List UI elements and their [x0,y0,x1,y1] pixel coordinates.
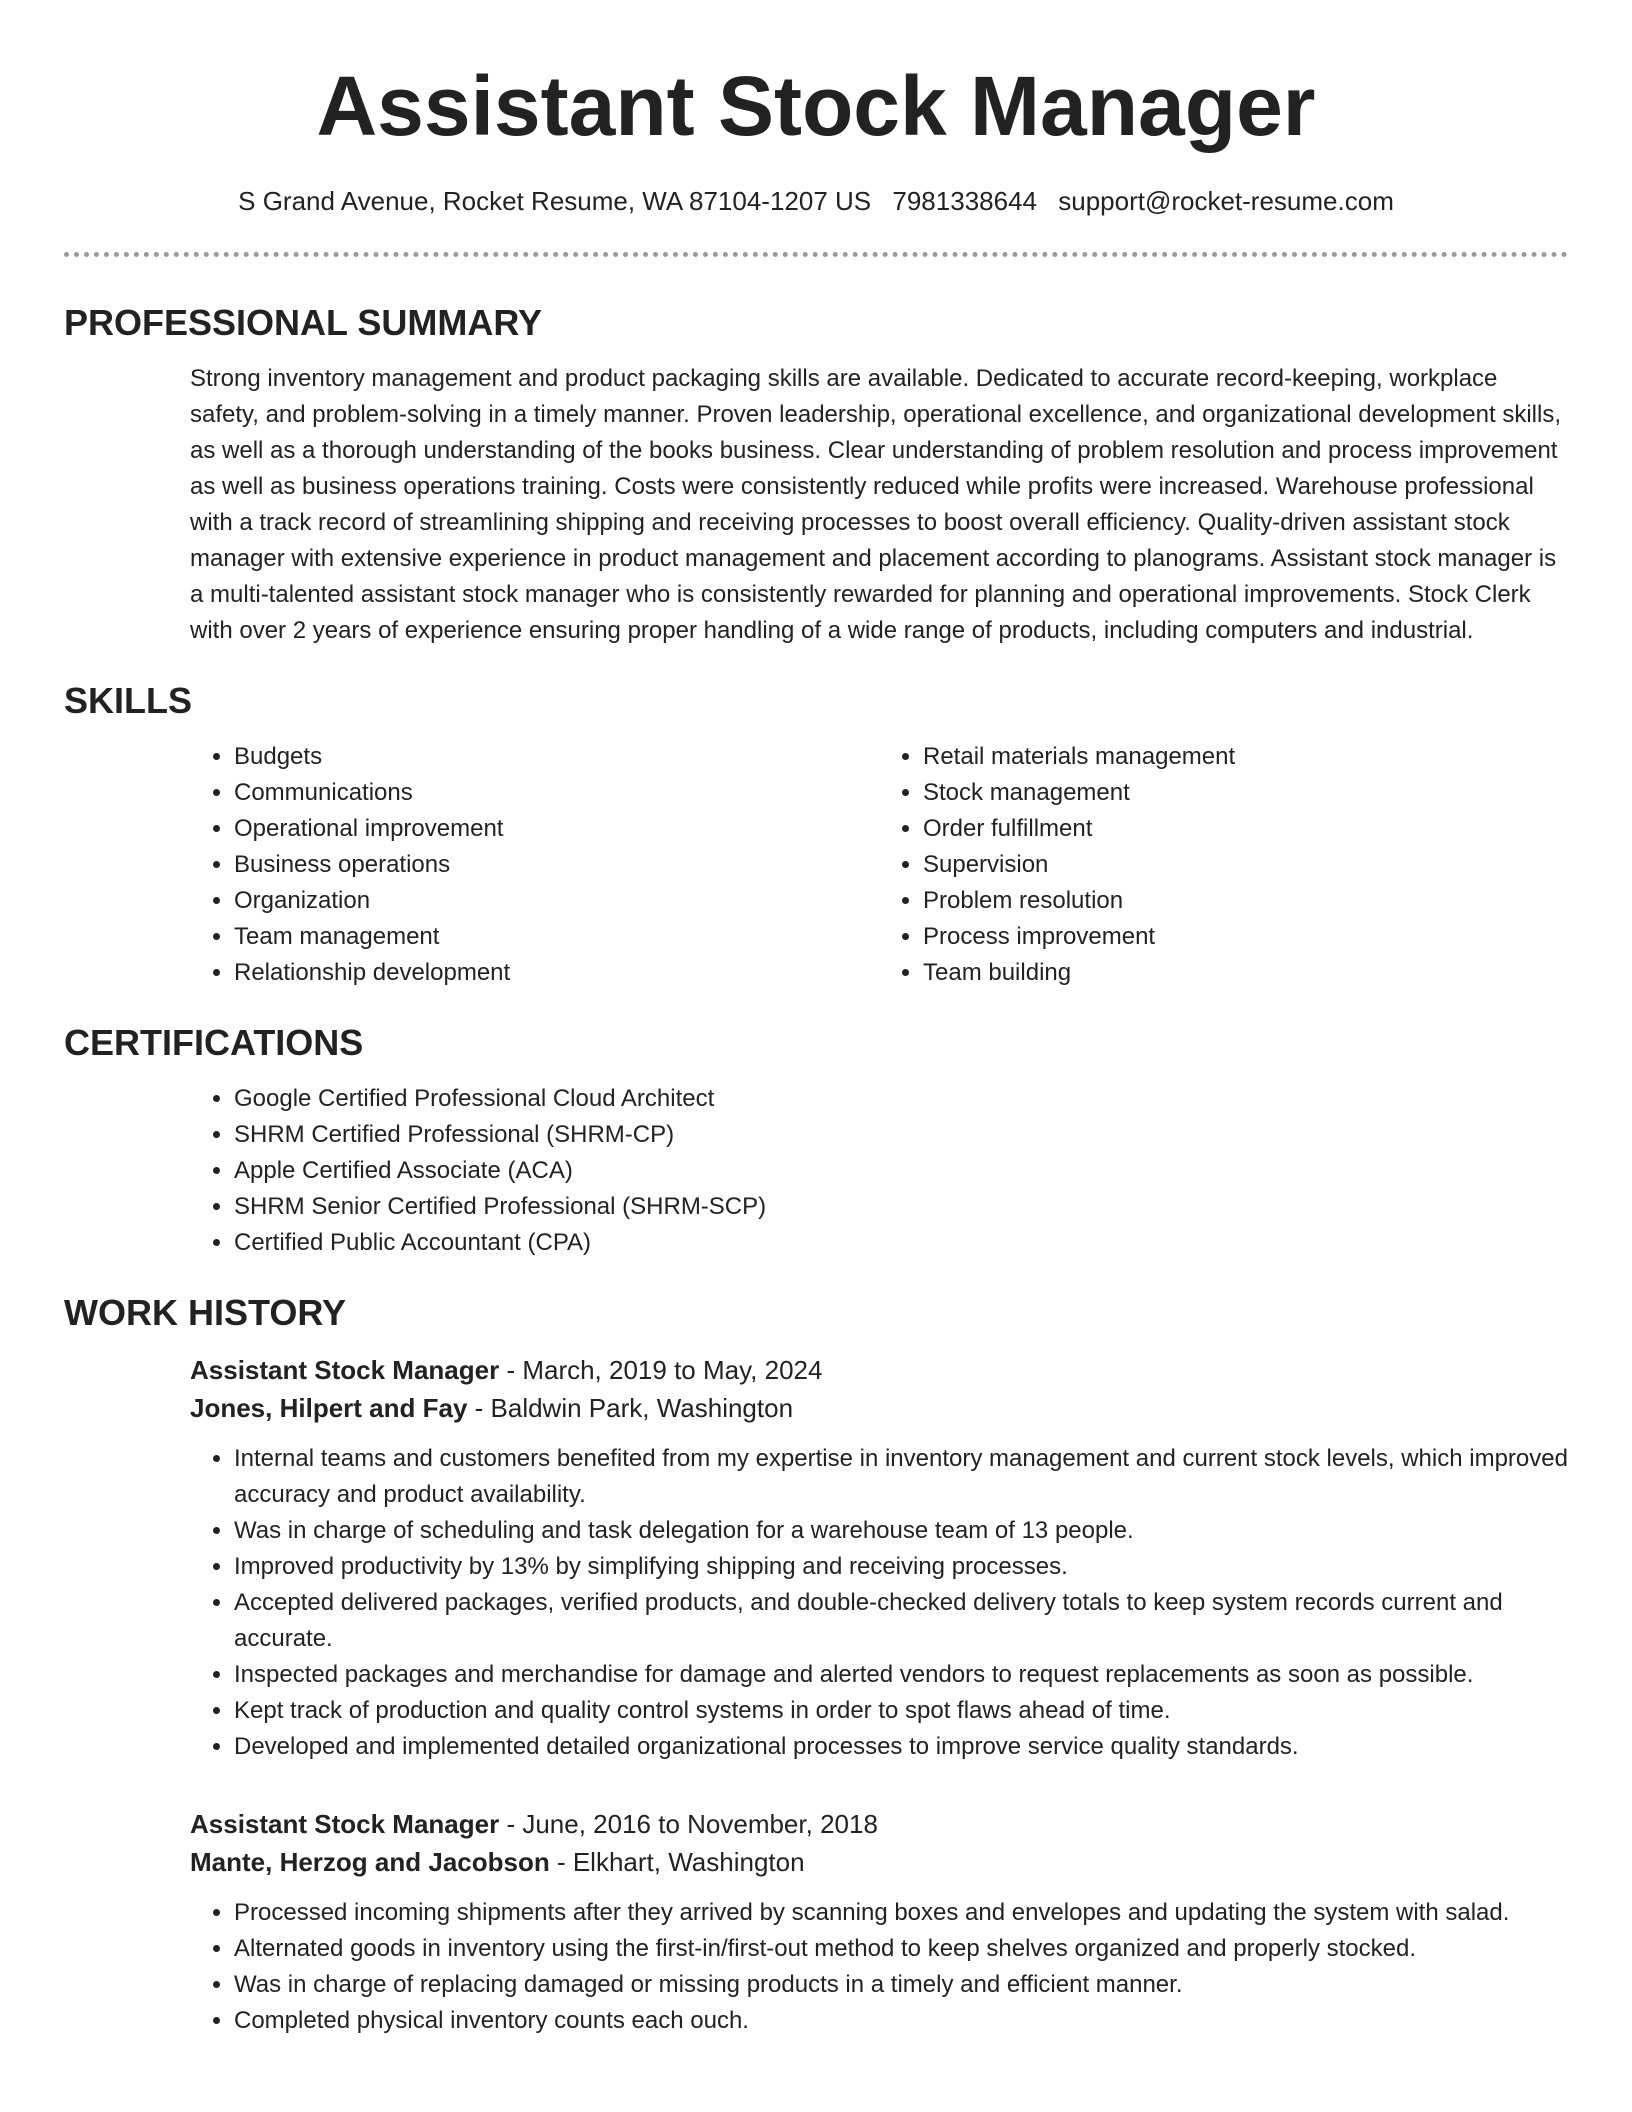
contact-email: support@rocket-resume.com [1058,186,1394,216]
job-company: Mante, Herzog and Jacobson [190,1847,550,1877]
skill-item: • Team building [923,955,1568,991]
certification-item: • SHRM Senior Certified Professional (SHRM-SCP) [234,1189,1568,1225]
job-duties-list [190,1441,1568,1765]
job-duty-item: • Inspected packages and merchandise for damage and alerted vendors to request replacements as soon as possible. [234,1657,1568,1693]
certification-item: • SHRM Certified Professional (SHRM-CP) [234,1117,1568,1153]
job-company-line [190,1843,1568,1881]
skill-item: • Order fulfillment [923,811,1568,847]
certifications-heading: CERTIFICATIONS [64,1022,364,1063]
work-history-section [64,1291,1568,2039]
skills-list-right [879,739,1568,991]
skill-item: • Retail materials management [923,739,1568,775]
professional-summary-section [64,301,1568,649]
job-duty-item: • Was in charge of scheduling and task delegation for a warehouse team of 13 people. [234,1513,1568,1549]
job-role-line [190,1351,1568,1389]
job-role-line [190,1805,1568,1843]
skill-item: • Relationship development [234,955,879,991]
job-duty-item: • Accepted delivered packages, verified products, and double-checked delivery totals to keep system records current and accurate. [234,1585,1568,1657]
job-role: Assistant Stock Manager [190,1355,500,1385]
skill-item: • Budgets [234,739,879,775]
certifications-section [64,1021,1568,1261]
job-duty-item: • Improved productivity by 13% by simplifying shipping and receiving processes. [234,1549,1568,1585]
job-entry [190,1351,1568,1765]
job-dates: - March, 2019 to May, 2024 [499,1355,823,1385]
skill-item: • Supervision [923,847,1568,883]
skill-item: • Operational improvement [234,811,879,847]
summary-text: Strong inventory management and product packaging skills are available. Dedicated to accurate record-keeping, workplace safety, and problem-solving in a timely manner. Proven leadership, operational excellence, and organizational development skills, as well as a thorough understanding of the books business. Clear understanding of problem resolution and process improvement as well as business operations training. Costs were consistently reduced while profits were increased. Warehouse professional with a track record of streamlining shipping and receiving processes to boost overall efficiency. Quality-driven assistant stock manager with extensive experience in product management and placement according to planograms. Assistant stock manager is a multi-talented assistant stock manager who is consistently rewarded for planning and operational improvements. Stock Clerk with over 2 years of experience ensuring proper handling of a wide range of products, including computers and industrial. [190,365,1561,644]
job-company: Jones, Hilpert and Fay [190,1393,468,1423]
work-history-heading: WORK HISTORY [64,1292,347,1333]
skills-list-left [190,739,879,991]
job-duty-item: • Alternated goods in inventory using the first-in/first-out method to keep shelves organized and properly stocked. [234,1931,1568,1967]
job-duty-item: • Completed physical inventory counts each ouch. [234,2003,1568,2039]
job-entry [190,1805,1568,2039]
certification-item: • Google Certified Professional Cloud Architect [234,1081,1568,1117]
skills-section [64,679,1568,991]
certification-item: • Certified Public Accountant (CPA) [234,1225,1568,1261]
skill-item: • Organization [234,883,879,919]
skill-item: • Team management [234,919,879,955]
skill-item: • Process improvement [923,919,1568,955]
certifications-list [190,1081,1568,1261]
certification-item: • Apple Certified Associate (ACA) [234,1153,1568,1189]
job-duty-item: • Kept track of production and quality control systems in order to spot flaws ahead of time. [234,1693,1568,1729]
job-duty-item: • Internal teams and customers benefited from my expertise in inventory management and current stock levels, which improved accuracy and product availability. [234,1441,1568,1513]
job-duty-item: • Processed incoming shipments after they arrived by scanning boxes and envelopes and updating the system with salad. [234,1895,1568,1931]
job-location: - Baldwin Park, Washington [467,1393,794,1423]
skill-item: • Communications [234,775,879,811]
job-location: - Elkhart, Washington [549,1847,805,1877]
job-duty-item: • Developed and implemented detailed organizational processes to improve service quality standards. [234,1729,1568,1765]
contact-address: S Grand Avenue, Rocket Resume, WA 87104-1207 US [238,186,872,216]
job-company-line [190,1389,1568,1427]
skill-item: • Stock management [923,775,1568,811]
professional-summary-heading: PROFESSIONAL SUMMARY [64,302,543,343]
skill-item: • Business operations [234,847,879,883]
resume-name-title: Assistant Stock Manager [316,59,1316,153]
contact-line [64,184,1568,218]
contact-phone: 7981338644 [892,186,1037,216]
job-dates: - June, 2016 to November, 2018 [499,1809,878,1839]
job-duties-list [190,1895,1568,2039]
skill-item: • Problem resolution [923,883,1568,919]
header-divider [64,252,1568,257]
job-duty-item: • Was in charge of replacing damaged or missing products in a timely and efficient manner. [234,1967,1568,2003]
job-role: Assistant Stock Manager [190,1809,500,1839]
skills-heading: SKILLS [64,680,193,721]
